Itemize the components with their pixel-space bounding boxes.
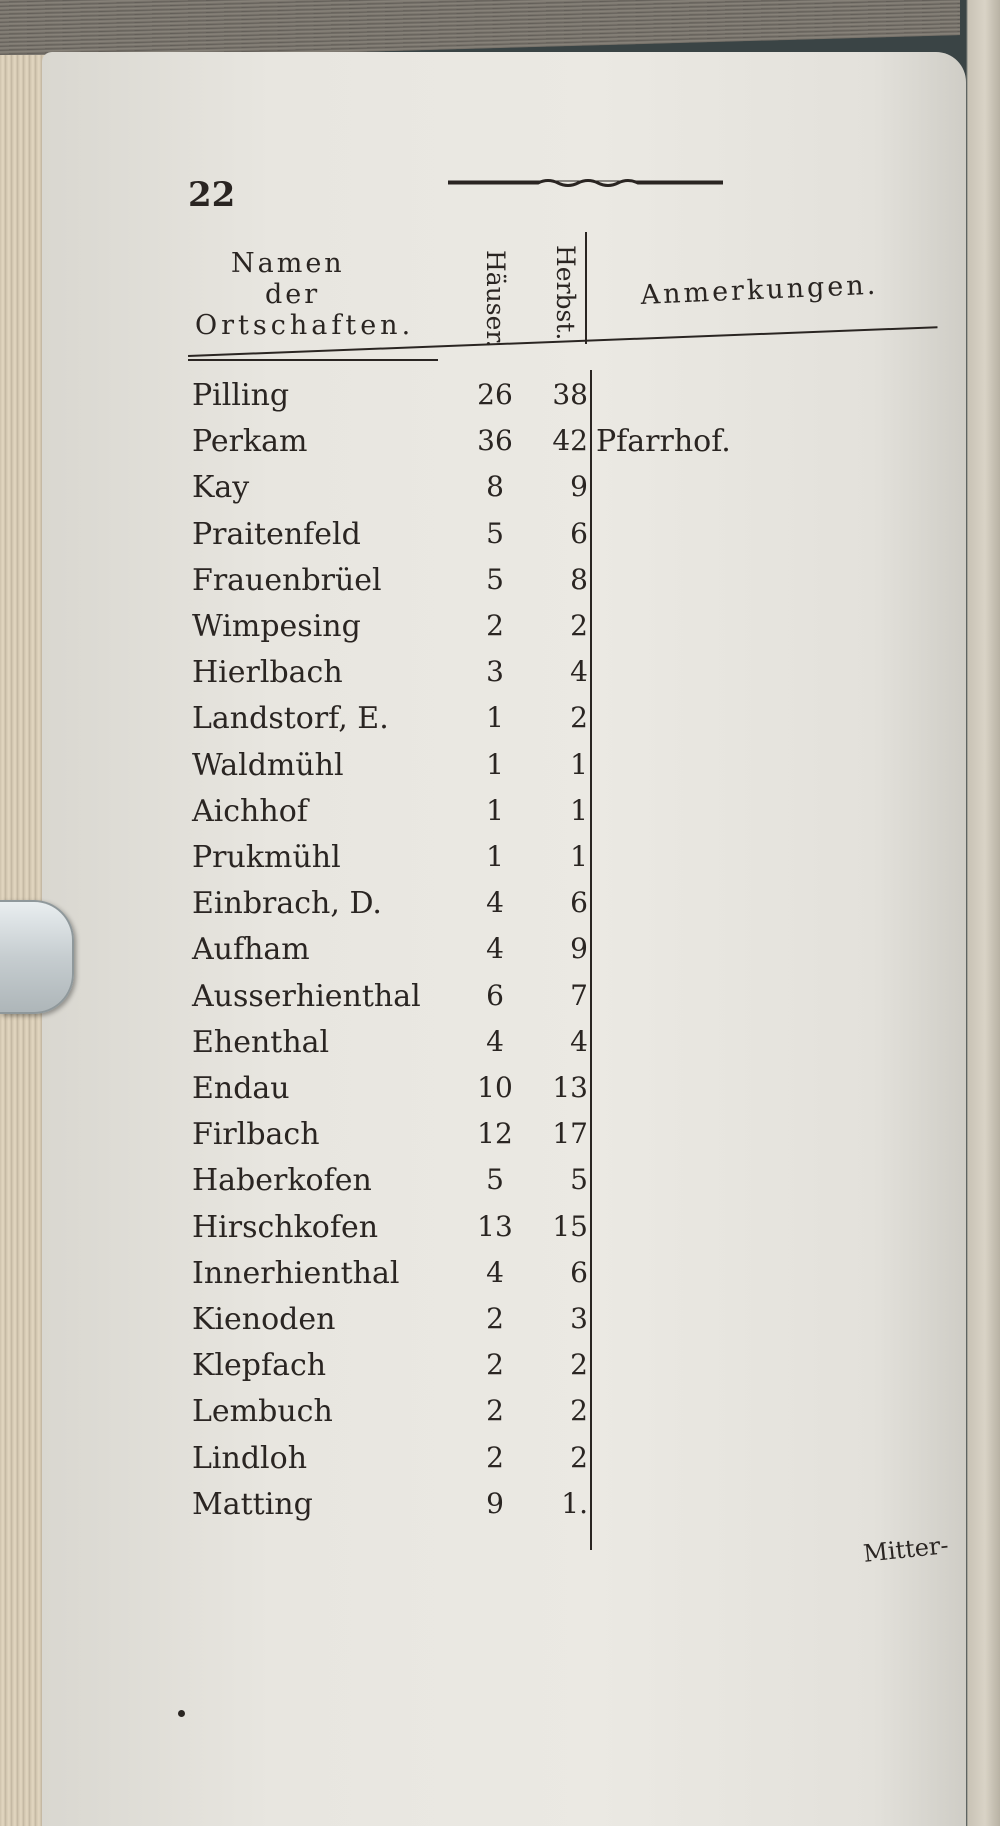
place-name: Landstorf, E.: [192, 701, 389, 737]
houses-count: 13: [477, 1209, 513, 1243]
table-row: [0, 1394, 1000, 1442]
table-row: [0, 470, 1000, 518]
houses-count: 2: [486, 609, 504, 642]
table-row: [0, 1302, 1000, 1350]
place-name: Aufham: [192, 932, 310, 968]
place-name: Perkam: [192, 424, 308, 460]
herbst-count: 6: [570, 886, 588, 920]
herbst-count: 3: [570, 1302, 588, 1335]
houses-count: 5: [486, 562, 504, 596]
herbst-count: 42: [552, 424, 588, 458]
houses-count: 2: [486, 1302, 504, 1335]
table-row: [0, 378, 1000, 426]
herbst-count: 2: [570, 1348, 588, 1382]
herbst-count: 9: [570, 932, 588, 966]
table-row: [0, 655, 1000, 703]
table-row: [0, 609, 1000, 657]
houses-count: 10: [477, 1071, 513, 1104]
houses-count: 3: [486, 655, 504, 689]
herbst-count: 1: [570, 747, 588, 781]
place-name: Klepfach: [192, 1348, 327, 1384]
houses-count: 4: [486, 1024, 504, 1058]
houses-count: 26: [477, 378, 513, 411]
herbst-count: 15: [552, 1209, 588, 1243]
place-name: Aichhof: [192, 793, 308, 829]
herbst-count: 13: [552, 1071, 588, 1104]
place-name: Firlbach: [192, 1117, 320, 1153]
column-header-herbst: Herbst.: [551, 245, 580, 341]
herbst-count: 4: [570, 655, 588, 689]
houses-count: 1: [486, 840, 504, 873]
place-name: Hirschkofen: [192, 1209, 379, 1245]
column-header-houses: Häuser.: [481, 250, 510, 348]
table-row: [0, 979, 1000, 1027]
herbst-count: 1.: [561, 1486, 588, 1520]
place-name: Matting: [192, 1486, 313, 1522]
header-rule-left: [188, 359, 438, 361]
table-row: [0, 1441, 1000, 1489]
houses-count: 1: [486, 701, 504, 735]
remark: Pfarrhof.: [596, 424, 731, 460]
houses-count: 5: [486, 516, 504, 550]
catchword: Mitter-: [862, 1531, 950, 1568]
place-name: Haberkofen: [192, 1163, 372, 1199]
herbst-count: 6: [570, 1255, 588, 1289]
herbst-count: 17: [552, 1117, 588, 1151]
herbst-count: 38: [552, 378, 588, 411]
header-ornament: [448, 168, 723, 198]
herbst-count: 8: [570, 562, 588, 596]
herbst-count: 5: [570, 1163, 588, 1197]
header-name-line2: der: [265, 279, 321, 310]
place-name: Hierlbach: [192, 655, 343, 691]
herbst-count: 2: [570, 1394, 588, 1428]
place-name: Einbrach, D.: [192, 886, 382, 922]
table-row: [0, 748, 1000, 796]
herbst-count: 1: [570, 840, 588, 873]
place-name: Ehenthal: [192, 1024, 330, 1060]
herbst-count: 6: [570, 516, 588, 550]
column-header-place-names: [195, 248, 425, 341]
houses-count: 4: [486, 1255, 504, 1289]
houses-count: 9: [486, 1486, 504, 1520]
place-name: Wimpesing: [192, 609, 361, 644]
table-row: [0, 1163, 1000, 1211]
place-name: Kienoden: [192, 1302, 336, 1337]
column-header-remarks: Anmerkungen.: [640, 269, 879, 311]
houses-count: 8: [486, 470, 504, 504]
ink-dot: [178, 1710, 185, 1717]
herbst-count: 2: [570, 1440, 588, 1474]
houses-count: 2: [486, 1440, 504, 1474]
table-row: [0, 701, 1000, 749]
place-name: Praitenfeld: [192, 516, 361, 552]
houses-count: 4: [486, 886, 504, 920]
houses-count: 6: [486, 978, 504, 1012]
table-row: [0, 563, 1000, 611]
table-row: [0, 424, 1000, 472]
table-row: [0, 1117, 1000, 1165]
place-name: Ausserhienthal: [192, 978, 421, 1014]
herbst-count: 2: [570, 701, 588, 735]
herbst-count: 7: [570, 978, 588, 1012]
table-row: [0, 1025, 1000, 1073]
houses-count: 12: [477, 1117, 513, 1151]
houses-count: 1: [486, 793, 504, 827]
herbst-count: 1: [570, 793, 588, 827]
page-number: 22: [188, 175, 236, 215]
table-row: [0, 840, 1000, 888]
place-name: Waldmühl: [192, 747, 344, 783]
table-row: [0, 1348, 1000, 1396]
houses-count: 1: [486, 747, 504, 781]
place-name: Kay: [192, 470, 250, 506]
place-name: Lindloh: [192, 1440, 308, 1476]
table-row: [0, 517, 1000, 565]
table-row: [0, 886, 1000, 934]
table-row: [0, 1256, 1000, 1304]
header-divider: [585, 232, 587, 344]
header-name-line1: Namen: [231, 248, 345, 279]
houses-count: 4: [486, 932, 504, 966]
place-name: Endau: [192, 1071, 290, 1106]
houses-count: 2: [486, 1394, 504, 1428]
table-row: [0, 932, 1000, 980]
houses-count: 5: [486, 1163, 504, 1197]
header-name-line3: Ortschaften.: [195, 310, 415, 341]
herbst-count: 4: [570, 1024, 588, 1058]
table-row: [0, 1487, 1000, 1535]
table-row: [0, 794, 1000, 842]
herbst-count: 2: [570, 609, 588, 642]
place-name: Lembuch: [192, 1394, 333, 1430]
table-row: [0, 1071, 1000, 1119]
place-name: Innerhienthal: [192, 1255, 400, 1291]
houses-count: 36: [477, 424, 513, 458]
herbst-count: 9: [570, 470, 588, 504]
place-name: Prukmühl: [192, 840, 341, 875]
place-name: Pilling: [192, 378, 290, 413]
place-name: Frauenbrüel: [192, 562, 382, 598]
houses-count: 2: [486, 1348, 504, 1382]
table-row: [0, 1210, 1000, 1258]
